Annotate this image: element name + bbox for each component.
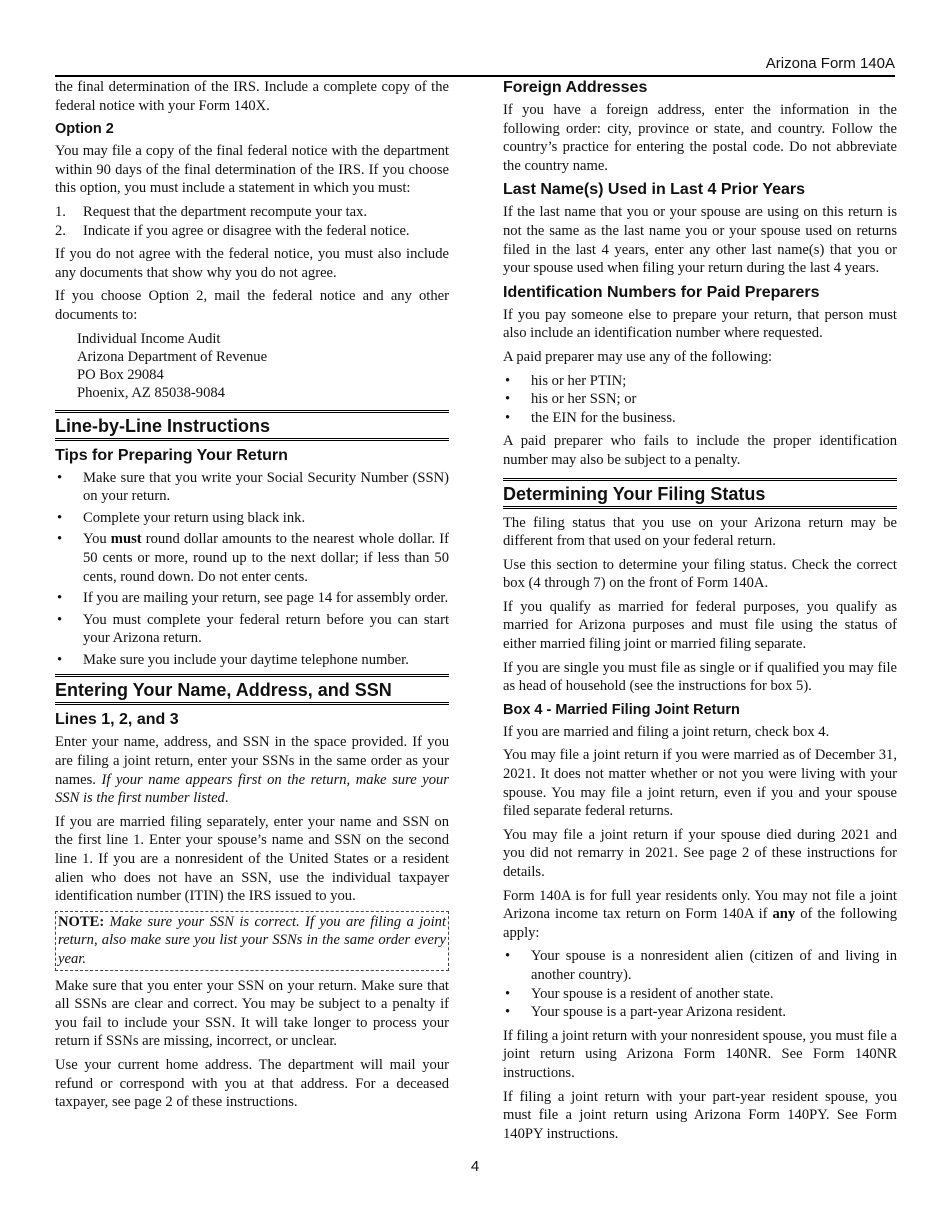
box4-paragraph-5: If filing a joint return with your nonresident spouse, you must file a joint return using Arizona Form 140NR. See Form 140NR instructions. bbox=[503, 1027, 897, 1081]
last-names-paragraph: If the last name that you or your spouse are using on this return is not the same as the last name you or your spouse used on returns filed in the last 4 years, enter any other last name(s) that you or your spouse used when filing your return during the last 4 years. bbox=[503, 204, 897, 277]
form-title: Arizona Form 140A bbox=[765, 55, 895, 72]
name-address-ssn-heading: Entering Your Name, Address, and SSN bbox=[55, 674, 449, 705]
preparer-paragraph-3: A paid preparer who fails to include the proper identification number may also be subject to a penalty. bbox=[503, 433, 897, 468]
tips-list bbox=[55, 469, 449, 670]
address-line: Individual Income Audit bbox=[77, 330, 221, 347]
list-item: • Complete your return using black ink. bbox=[55, 509, 449, 528]
preparer-list bbox=[503, 372, 897, 428]
list-item: • Your spouse is a nonresident alien (citizen of and living in another country). bbox=[503, 947, 897, 984]
box4-paragraph-3: You may file a joint return if your spouse died during 2021 and you did not remarry in 2021. See page 2 of these instructions for details. bbox=[503, 826, 897, 880]
option2-paragraph: You may file a copy of the final federal notice with the department within 90 days of the final determination of the IRS. If you choose this option, you must include a statement in which you must: bbox=[55, 143, 449, 197]
lines-paragraph-1: Enter your name, address, and SSN in the space provided. If you are filing a joint return, enter your SSNs in the same order as your names. If your name appears first on the return, make sure your SSN is the first number listed. bbox=[55, 734, 449, 807]
foreign-addresses-heading: Foreign Addresses bbox=[503, 79, 648, 96]
list-item: • the EIN for the business. bbox=[503, 409, 897, 428]
list-item: • Make sure that you write your Social Security Number (SSN) on your return. bbox=[55, 469, 449, 506]
page-number: 4 bbox=[470, 1158, 480, 1175]
lines-paragraph-2: If you are married filing separately, enter your name and SSN on the first line 1. Enter your spouse’s name and SSN on the second line 1. If you are a nonresident of the United States or a resident alien who does not have an SSN, use the individual taxpayer identification number (ITIN) the IRS issued to you. bbox=[55, 813, 449, 905]
box4-heading: Box 4 - Married Filing Joint Return bbox=[503, 701, 740, 718]
list-item: • Your spouse is a part-year Arizona resident. bbox=[503, 1003, 897, 1022]
box4-paragraph-2: You may file a joint return if you were married as of December 31, 2021. It does not matter whether or not you were living with your spouse. You may file a joint return, even if you and your spouse filed separate federal returns. bbox=[503, 747, 897, 820]
list-item: • his or her SSN; or bbox=[503, 390, 897, 409]
option2-heading: Option 2 bbox=[55, 121, 114, 138]
list-item: • You must complete your federal return before you can start your Arizona return. bbox=[55, 611, 449, 648]
line-by-line-heading: Line-by-Line Instructions bbox=[55, 410, 449, 441]
list-item: • If you are mailing your return, see page 14 for assembly order. bbox=[55, 589, 449, 608]
list-item: 1. Request that the department recompute your tax. bbox=[55, 203, 368, 220]
address-line: Arizona Department of Revenue bbox=[77, 348, 268, 365]
last-names-heading: Last Name(s) Used in Last 4 Prior Years bbox=[503, 181, 806, 199]
box4-paragraph-4: Form 140A is for full year residents only. You may not file a joint Arizona income tax return on Form 140A if any of the following apply: bbox=[503, 887, 897, 941]
paid-preparers-heading: Identification Numbers for Paid Preparers bbox=[503, 283, 820, 301]
right-column bbox=[503, 78, 897, 1148]
tips-heading: Tips for Preparing Your Return bbox=[55, 446, 288, 464]
list-item: • Make sure you include your daytime telephone number. bbox=[55, 651, 449, 670]
filing-paragraph-2: Use this section to determine your filing status. Check the correct box (4 through 7) on the front of Form 140A. bbox=[503, 556, 897, 592]
list-item: • his or her PTIN; bbox=[503, 372, 897, 391]
mail-paragraph: If you choose Option 2, mail the federal notice and any other documents to: bbox=[55, 288, 449, 323]
intro-paragraph: the final determination of the IRS. Include a complete copy of the federal notice with your Form 140X. bbox=[55, 79, 449, 114]
page-header bbox=[55, 55, 895, 77]
address-line: Phoenix, AZ 85038-9084 bbox=[77, 384, 225, 401]
filing-paragraph-1: The filing status that you use on your Arizona return may be different from that used on your federal return. bbox=[503, 514, 897, 550]
disagree-paragraph: If you do not agree with the federal notice, you must also include any documents that show why you do not agree. bbox=[55, 246, 449, 281]
left-column bbox=[55, 78, 449, 1117]
option2-list bbox=[55, 203, 449, 240]
filing-paragraph-3: If you qualify as married for federal purposes, you qualify as married for Arizona purposes and must file using the status of either married filing joint or married filing separate. bbox=[503, 598, 897, 653]
box4-list bbox=[503, 947, 897, 1021]
address-line: PO Box 29084 bbox=[77, 366, 164, 383]
preparer-paragraph-2: A paid preparer may use any of the following: bbox=[503, 348, 773, 365]
mailing-address bbox=[55, 330, 449, 402]
ssn-note-box: NOTE: Make sure your SSN is correct. If you are filing a joint return, also make sure you list your SSNs in the same order every year. bbox=[55, 911, 449, 971]
preparer-paragraph-1: If you pay someone else to prepare your return, that person must also include an identification number where requested. bbox=[503, 306, 897, 342]
box4-paragraph-6: If filing a joint return with your part-year resident spouse, you must file a joint return using Arizona Form 140PY. See Form 140PY instructions. bbox=[503, 1088, 897, 1142]
home-address-paragraph: Use your current home address. The department will mail your refund or correspond with you at that address. For a deceased taxpayer, see page 2 of these instructions. bbox=[55, 1056, 449, 1111]
list-item: • Your spouse is a resident of another state. bbox=[503, 985, 897, 1004]
filing-paragraph-4: If you are single you must file as single or if qualified you may file as head of household (see the instructions for box 5). bbox=[503, 659, 897, 695]
box4-paragraph-1: If you are married and filing a joint return, check box 4. bbox=[503, 723, 830, 740]
list-item: • You must round dollar amounts to the nearest whole dollar. If 50 cents or more, round up to the next dollar; if less than 50 cents, round down. Do not enter cents. bbox=[55, 530, 449, 586]
ssn-paragraph: Make sure that you enter your SSN on your return. Make sure that all SSNs are clear and correct. You may be subject to a penalty if you fail to include your SSN. It will take longer to process your return if SSNs are missing, incorrect, or unclear. bbox=[55, 977, 449, 1050]
list-item: 2. Indicate if you agree or disagree with the federal notice. bbox=[55, 222, 410, 239]
lines-heading: Lines 1, 2, and 3 bbox=[55, 711, 179, 729]
foreign-paragraph: If you have a foreign address, enter the information in the following order: city, province or state, and country. Follow the country’s practice for entering the postal code. Do not abbreviate the country name. bbox=[503, 102, 897, 174]
filing-status-heading: Determining Your Filing Status bbox=[503, 478, 897, 509]
